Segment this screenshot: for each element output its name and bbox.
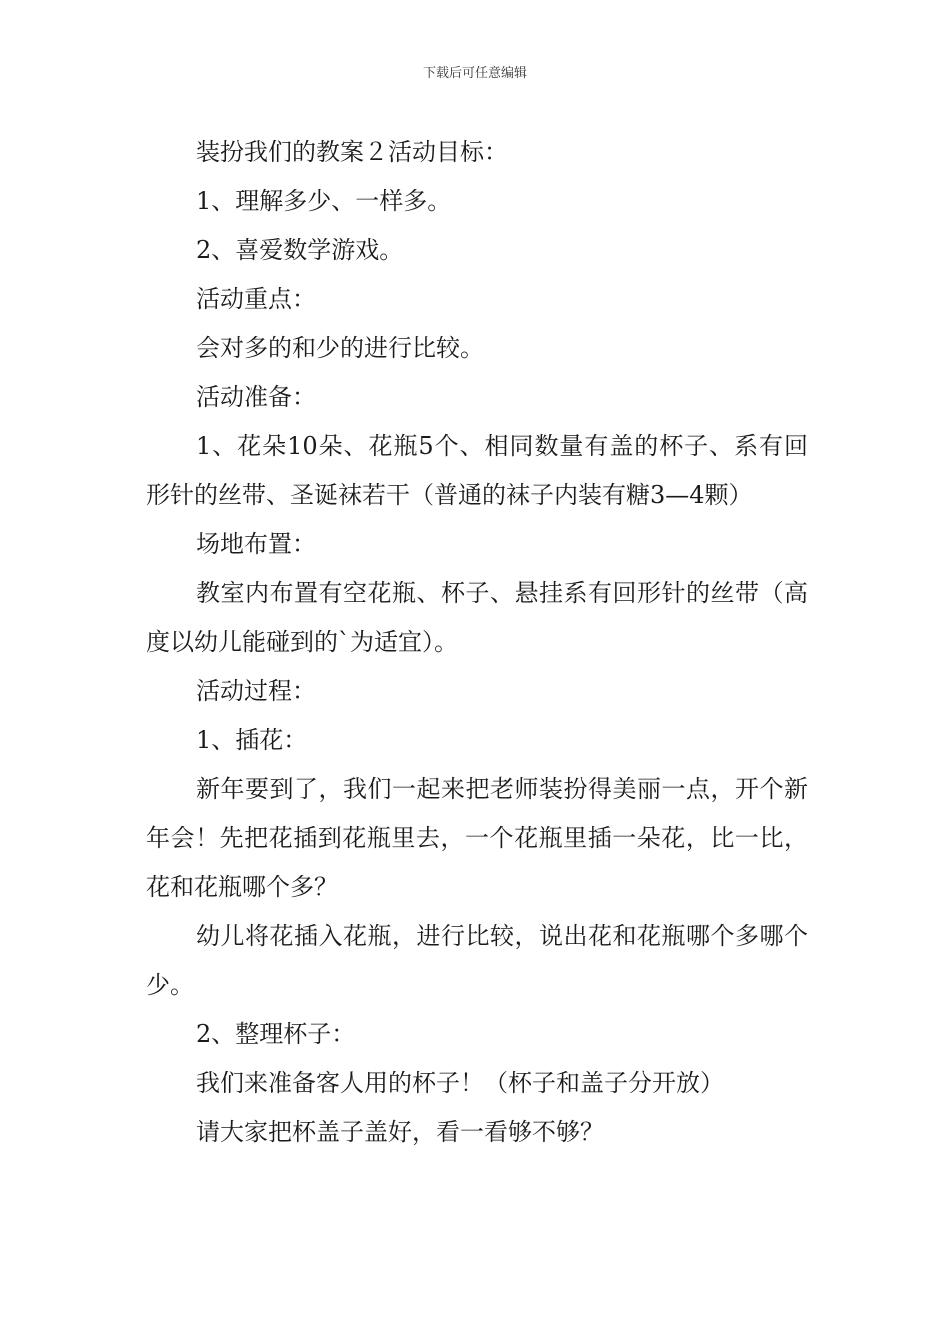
- heading-step-1: 1、插花：: [196, 726, 308, 754]
- heading-preparation: 活动准备：: [196, 383, 316, 411]
- heading-key-point: 活动重点：: [196, 285, 316, 313]
- paragraph-key-point: 会对多的和少的进行比较。: [196, 334, 484, 362]
- paragraph-title: 装扮我们的教案２活动目标：: [196, 138, 508, 166]
- heading-process: 活动过程：: [196, 677, 316, 705]
- paragraph-step-1-compare: 幼儿将花插入花瓶，进行比较，说出花和花瓶哪个多哪个少。: [146, 922, 808, 999]
- paragraph-goal-1: 1、理解多少、一样多。: [196, 187, 452, 215]
- paragraph-step-2-question: 请大家把杯盖子盖好，看一看够不够？: [196, 1118, 604, 1146]
- paragraph-venue: 教室内布置有空花瓶、杯子、悬挂系有回形针的丝带（高度以幼儿能碰到的`为适宜）。: [146, 579, 808, 656]
- paragraph-preparation: 1、花朵10朵、花瓶5个、相同数量有盖的杯子、系有回形针的丝带、圣诞袜若干（普通的袜子内装有糖3—4颗）: [146, 432, 808, 509]
- heading-step-2: 2、整理杯子：: [196, 1020, 356, 1048]
- page-header: 下载后可任意编辑: [422, 66, 527, 81]
- paragraph-step-1-text: 新年要到了，我们一起来把老师装扮得美丽一点，开个新年会！先把花插到花瓶里去，一个花瓶里插一朵花，比一比，花和花瓶哪个多？: [146, 775, 808, 901]
- paragraph-goal-2: 2、喜爱数学游戏。: [196, 236, 404, 264]
- paragraph-step-2-text: 我们来准备客人用的杯子！（杯子和盖子分开放）: [196, 1069, 724, 1097]
- document-body: [146, 128, 808, 1157]
- heading-venue: 场地布置：: [196, 530, 316, 558]
